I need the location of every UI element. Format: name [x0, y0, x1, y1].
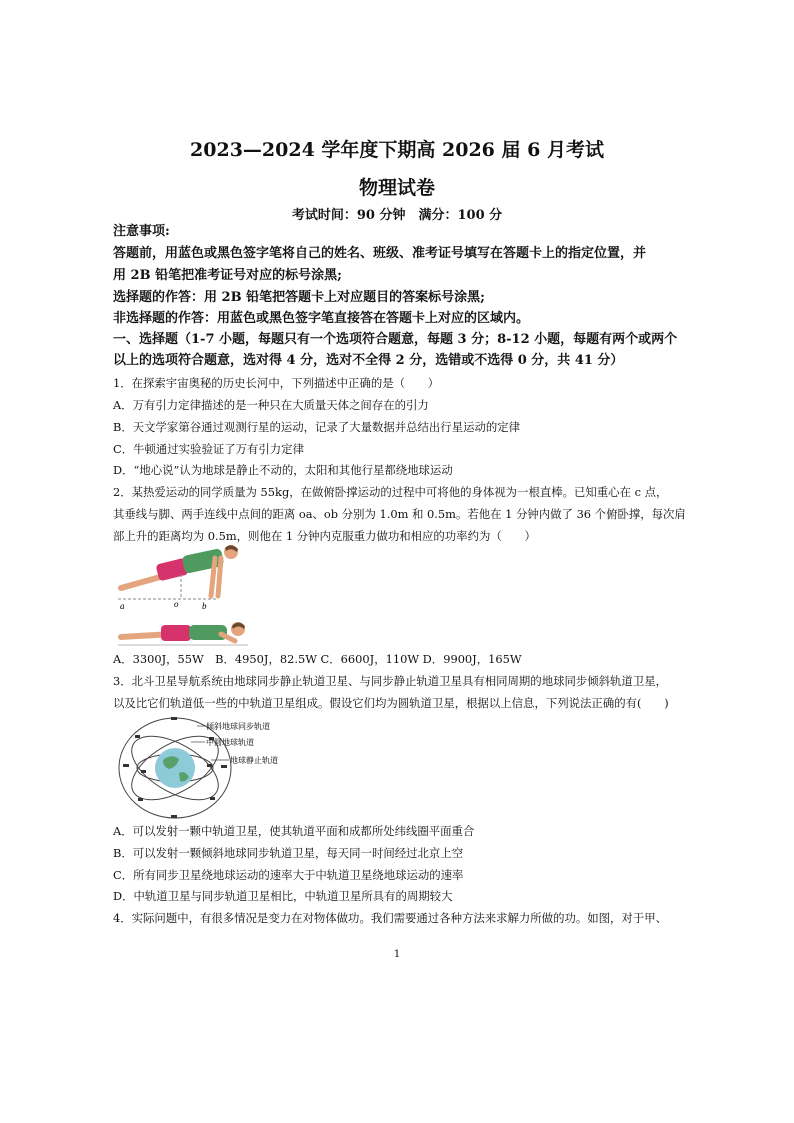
- pushup-lower-pose: [118, 622, 248, 645]
- section-1-heading: 一、选择题（1-7 小题，每题只有一个选项符合题意，每题 3 分；8-12 小题，每题有两个或两个: [113, 332, 678, 347]
- earth-icon: [155, 748, 195, 788]
- q2-stem-line-3: 部上升的距离均为 0.5m，则他在 1 分钟内克服重力做功和相应的功率约为（ ）: [113, 529, 536, 543]
- label-a: a: [120, 601, 125, 611]
- page-number: 1: [393, 949, 401, 960]
- exam-title: 2023—2024 学年度下期高 2026 届 6 月考试: [190, 139, 604, 161]
- q1-stem: 1．在探索宇宙奥秘的历史长河中，下列描述中正确的是（ ）: [113, 376, 440, 390]
- q2-stem-line-1: 2．某热爱运动的同学质量为 55kg，在做俯卧撑运动的过程中可将他的身体视为一根直棒。已知重心在 c 点，: [113, 485, 668, 499]
- pushup-figure: [113, 544, 253, 650]
- notes-line-2: 用 2B 铅笔把准考证号对应的标号涂黑;: [113, 268, 342, 283]
- pushup-upper-pose: [118, 545, 238, 599]
- notes-line-3: 选择题的作答：用 2B 铅笔把答题卡上对应题目的答案标号涂黑;: [113, 290, 485, 305]
- q2-stem-line-2: 其垂线与脚、两手连线中点间的距离 oa、ob 分别为 1.0m 和 0.5m。若他在 1 分钟内做了 36 个俯卧撑，每次肩: [113, 507, 686, 521]
- q4-stem-line-1: 4．实际问题中，有很多情况是变力在对物体做功。我们需要通过各种方法来求解力所做的功。如图，对于甲、: [113, 911, 667, 925]
- q1-option-b: B．天文学家第谷通过观测行星的运动，记录了大量数据并总结出行星运动的定律: [113, 420, 521, 434]
- label-medium-orbit: 中圆地球轨道: [206, 738, 254, 747]
- notes-line-1: 答题前，用蓝色或黑色签字笔将自己的姓名、班级、准考证号填写在答题卡上的指定位置，并: [113, 246, 647, 261]
- q3-option-d: D．中轨道卫星与同步轨道卫星相比，中轨道卫星所具有的周期较大: [113, 889, 453, 903]
- q3-option-a: A．可以发射一颗中轨道卫星，使其轨道平面和成都所处纬线圈平面重合: [113, 824, 475, 838]
- label-o: o: [174, 599, 179, 609]
- q3-stem-line-1: 3．北斗卫星导航系统由地球同步静止轨道卫星、与同步静止轨道卫星具有相同周期的地球同步倾斜轨道卫星，: [113, 674, 667, 688]
- satellite-orbit-figure: [113, 715, 293, 821]
- notes-line-4: 非选择题的作答：用蓝色或黑色签字笔直接答在答题卡上对应的区域内。: [113, 311, 530, 326]
- subject-title: 物理试卷: [358, 177, 435, 199]
- label-b: b: [202, 601, 207, 611]
- q2-options: A．3300J，55W B．4950J，82.5W C．6600J，110W D．9900J，165W: [113, 652, 522, 666]
- q3-stem-line-2: 以及比它们轨道低一些的中轨道卫星组成。假设它们均为圆轨道卫星，根据以上信息，下列说法正确的有( ): [113, 696, 669, 710]
- q1-option-c: C．牛顿通过实验验证了万有引力定律: [113, 442, 304, 456]
- label-inclined-orbit: 倾斜地球同步轨道: [206, 722, 270, 731]
- q1-option-d: D．“地心说”认为地球是静止不动的，太阳和其他行星都绕地球运动: [113, 463, 453, 477]
- label-geo-orbit: 地球静止轨道: [230, 756, 278, 765]
- notes-heading: 注意事项:: [113, 224, 170, 239]
- exam-time-info: 考试时间：90 分钟 满分：100 分: [291, 208, 503, 223]
- q1-option-a: A．万有引力定律描述的是一种只在大质量天体之间存在的引力: [113, 398, 429, 412]
- q3-option-c: C．所有同步卫星绕地球运动的速率大于中轨道卫星绕地球运动的速率: [113, 868, 464, 882]
- section-1-heading-cont: 以上的选项符合题意，选对得 4 分，选对不全得 2 分，选错或不选得 0 分，共 41 分）: [113, 353, 624, 368]
- q3-option-b: B．可以发射一颗倾斜地球同步轨道卫星，每天同一时间经过北京上空: [113, 846, 464, 860]
